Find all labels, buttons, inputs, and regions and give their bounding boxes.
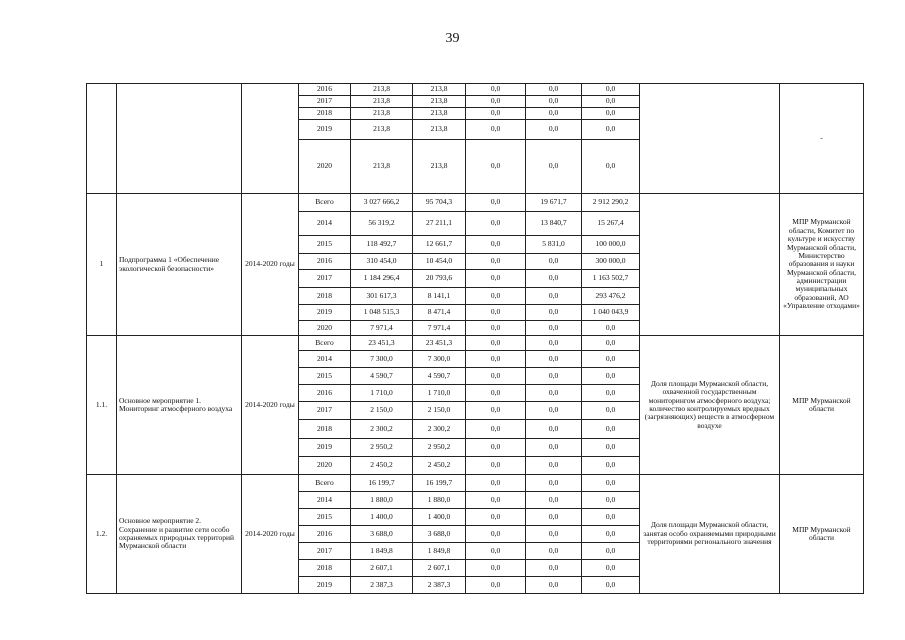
total-cell: 1 710,0 [351, 385, 413, 402]
col1-cell: 2 300,2 [413, 420, 466, 439]
col1-cell: 213,8 [413, 108, 466, 120]
section-title: Основное мероприятие 1. Мониторинг атмосферного воздуха [117, 336, 242, 475]
col1-cell: 27 211,1 [413, 212, 466, 236]
col1-cell: 20 793,6 [413, 270, 466, 288]
section-title: Основное мероприятие 2. Сохранение и развитие сети особо охраняемых природных территорий Мурманской области [117, 475, 242, 594]
total-cell: 1 048 515,3 [351, 305, 413, 321]
col4-cell: 0,0 [582, 108, 640, 120]
col1-cell: 1 710,0 [413, 385, 466, 402]
cont-period-cell [242, 84, 299, 194]
col4-cell: 0,0 [582, 526, 640, 543]
col2-cell: 0,0 [466, 509, 526, 526]
col1-cell: 7 300,0 [413, 351, 466, 368]
total-cell: 2 150,0 [351, 402, 413, 420]
year-cell: 2016 [299, 84, 351, 96]
total-cell: 301 617,3 [351, 288, 413, 305]
year-cell: 2014 [299, 212, 351, 236]
col2-cell: 0,0 [466, 321, 526, 336]
year-cell: 2018 [299, 560, 351, 577]
year-cell: 2017 [299, 270, 351, 288]
total-cell: 2 950,2 [351, 439, 413, 457]
col1-cell: 3 688,0 [413, 526, 466, 543]
col1-cell: 2 950,2 [413, 439, 466, 457]
col2-cell: 0,0 [466, 543, 526, 560]
col3-cell: 0,0 [526, 108, 582, 120]
col1-cell: 8 141,1 [413, 288, 466, 305]
year-cell: 2018 [299, 288, 351, 305]
col2-cell: 0,0 [466, 577, 526, 594]
total-cell: 1 880,0 [351, 492, 413, 509]
page-number: 39 [445, 31, 460, 46]
total-cell: 4 590,7 [351, 368, 413, 385]
col2-cell: 0,0 [466, 351, 526, 368]
col1-cell: 8 471,4 [413, 305, 466, 321]
section-number: 1.2. [87, 475, 117, 594]
col3-cell: 0,0 [526, 270, 582, 288]
year-cell: 2020 [299, 140, 351, 194]
total-cell: 16 199,7 [351, 475, 413, 492]
col1-cell: 7 971,4 [413, 321, 466, 336]
year-cell: 2018 [299, 420, 351, 439]
year-cell: 2019 [299, 120, 351, 140]
col2-cell: 0,0 [466, 457, 526, 475]
col4-cell: 0,0 [582, 577, 640, 594]
section-executor: МПР Мурманской области [780, 336, 864, 475]
year-cell: 2018 [299, 108, 351, 120]
year-cell: 2015 [299, 509, 351, 526]
col4-cell: 0,0 [582, 321, 640, 336]
total-cell: 213,8 [351, 96, 413, 108]
col1-cell: 2 150,0 [413, 402, 466, 420]
year-cell: Всего [299, 194, 351, 212]
col2-cell: 0,0 [466, 108, 526, 120]
col4-cell: 0,0 [582, 509, 640, 526]
col3-cell: 0,0 [526, 526, 582, 543]
total-cell: 23 451,3 [351, 336, 413, 351]
col1-cell: 23 451,3 [413, 336, 466, 351]
col2-cell: 0,0 [466, 305, 526, 321]
col4-cell: 0,0 [582, 368, 640, 385]
col2-cell: 0,0 [466, 288, 526, 305]
col3-cell: 0,0 [526, 457, 582, 475]
total-cell: 7 300,0 [351, 351, 413, 368]
total-cell: 1 184 296,4 [351, 270, 413, 288]
table-row [87, 336, 864, 351]
col1-cell: 95 704,3 [413, 194, 466, 212]
col3-cell: 0,0 [526, 96, 582, 108]
col1-cell: 2 450,2 [413, 457, 466, 475]
cont-indicator-cell [640, 84, 780, 194]
section-period: 2014-2020 годы [242, 336, 299, 475]
total-cell: 3 027 666,2 [351, 194, 413, 212]
col1-cell: 2 387,3 [413, 577, 466, 594]
col2-cell: 0,0 [466, 194, 526, 212]
total-cell: 7 971,4 [351, 321, 413, 336]
col2-cell: 0,0 [466, 254, 526, 270]
year-cell: 2020 [299, 321, 351, 336]
col4-cell: 0,0 [582, 439, 640, 457]
col1-cell: 12 661,7 [413, 236, 466, 254]
section-number: 1.1. [87, 336, 117, 475]
col2-cell: 0,0 [466, 120, 526, 140]
year-cell: 2016 [299, 526, 351, 543]
section-indicator: Доля площади Мурманской области, занятая особо охраняемыми природными территориями регионального значения [640, 475, 780, 594]
col2-cell: 0,0 [466, 385, 526, 402]
year-cell: Всего [299, 475, 351, 492]
total-cell: 1 400,0 [351, 509, 413, 526]
col4-cell: 15 267,4 [582, 212, 640, 236]
col2-cell: 0,0 [466, 420, 526, 439]
col1-cell: 213,8 [413, 120, 466, 140]
col2-cell: 0,0 [466, 236, 526, 254]
col2-cell: 0,0 [466, 560, 526, 577]
col3-cell: 0,0 [526, 288, 582, 305]
col3-cell: 0,0 [526, 336, 582, 351]
section-indicator [640, 194, 780, 336]
col2-cell: 0,0 [466, 212, 526, 236]
col4-cell: 0,0 [582, 385, 640, 402]
col1-cell: 16 199,7 [413, 475, 466, 492]
total-cell: 2 607,1 [351, 560, 413, 577]
col2-cell: 0,0 [466, 140, 526, 194]
col1-cell: 213,8 [413, 140, 466, 194]
col4-cell: 0,0 [582, 351, 640, 368]
col2-cell: 0,0 [466, 526, 526, 543]
col4-cell: 0,0 [582, 140, 640, 194]
section-executor: МПР Мурманской области [780, 475, 864, 594]
col3-cell: 0,0 [526, 475, 582, 492]
col1-cell: 213,8 [413, 96, 466, 108]
col3-cell: 0,0 [526, 305, 582, 321]
total-cell: 213,8 [351, 120, 413, 140]
year-cell: 2014 [299, 492, 351, 509]
col2-cell: 0,0 [466, 84, 526, 96]
col2-cell: 0,0 [466, 492, 526, 509]
total-cell: 213,8 [351, 108, 413, 120]
section-period: 2014-2020 годы [242, 475, 299, 594]
col1-cell: 10 454,0 [413, 254, 466, 270]
total-cell: 118 492,7 [351, 236, 413, 254]
col4-cell: 1 163 502,7 [582, 270, 640, 288]
table-row [87, 194, 864, 212]
cont-num-cell [87, 84, 117, 194]
col1-cell: 4 590,7 [413, 368, 466, 385]
section-executor: МПР Мурманской области, Комитет по культуре и искусству Мурманской области, Министерство образования и науки Мурманской области, администрации муниципальных образований, АО «Управление отходами» [780, 194, 864, 336]
col1-cell: 213,8 [413, 84, 466, 96]
year-cell: 2019 [299, 577, 351, 594]
col1-cell: 1 849,8 [413, 543, 466, 560]
col3-cell: 19 671,7 [526, 194, 582, 212]
col4-cell: 1 040 043,9 [582, 305, 640, 321]
total-cell: 213,8 [351, 140, 413, 194]
col3-cell: 5 831,0 [526, 236, 582, 254]
section-indicator: Доля площади Мурманской области, охваченной государственным мониторингом атмосферного воздуха; количество контролируемых вредных (загрязняющих) веществ в атмосферном воздухе [640, 336, 780, 475]
section-number: 1 [87, 194, 117, 336]
col2-cell: 0,0 [466, 336, 526, 351]
col1-cell: 1 400,0 [413, 509, 466, 526]
col3-cell: 0,0 [526, 492, 582, 509]
col4-cell: 0,0 [582, 457, 640, 475]
col4-cell: 293 476,2 [582, 288, 640, 305]
col4-cell: 0,0 [582, 560, 640, 577]
year-cell: 2017 [299, 96, 351, 108]
col3-cell: 0,0 [526, 254, 582, 270]
col2-cell: 0,0 [466, 439, 526, 457]
year-cell: 2019 [299, 305, 351, 321]
total-cell: 1 849,8 [351, 543, 413, 560]
col4-cell: 0,0 [582, 120, 640, 140]
year-cell: Всего [299, 336, 351, 351]
year-cell: 2019 [299, 439, 351, 457]
col3-cell: 0,0 [526, 140, 582, 194]
col3-cell: 0,0 [526, 368, 582, 385]
year-cell: 2016 [299, 254, 351, 270]
col4-cell: 0,0 [582, 420, 640, 439]
col2-cell: 0,0 [466, 270, 526, 288]
col4-cell: 0,0 [582, 402, 640, 420]
col3-cell: 0,0 [526, 543, 582, 560]
section-period: 2014-2020 годы [242, 194, 299, 336]
col2-cell: 0,0 [466, 96, 526, 108]
year-cell: 2017 [299, 543, 351, 560]
col3-cell: 0,0 [526, 351, 582, 368]
year-cell: 2016 [299, 385, 351, 402]
year-cell: 2015 [299, 368, 351, 385]
col3-cell: 13 840,7 [526, 212, 582, 236]
col3-cell: 0,0 [526, 420, 582, 439]
col3-cell: 0,0 [526, 120, 582, 140]
col3-cell: 0,0 [526, 402, 582, 420]
col4-cell: 0,0 [582, 492, 640, 509]
col3-cell: 0,0 [526, 321, 582, 336]
col2-cell: 0,0 [466, 368, 526, 385]
col4-cell: 2 912 290,2 [582, 194, 640, 212]
total-cell: 213,8 [351, 84, 413, 96]
table-row [87, 475, 864, 492]
col2-cell: 0,0 [466, 402, 526, 420]
col3-cell: 0,0 [526, 509, 582, 526]
year-cell: 2015 [299, 236, 351, 254]
col3-cell: 0,0 [526, 84, 582, 96]
table-row [87, 84, 864, 96]
year-cell: 2020 [299, 457, 351, 475]
year-cell: 2017 [299, 402, 351, 420]
col4-cell: 0,0 [582, 84, 640, 96]
col4-cell: 0,0 [582, 543, 640, 560]
col3-cell: 0,0 [526, 439, 582, 457]
total-cell: 2 450,2 [351, 457, 413, 475]
total-cell: 56 319,2 [351, 212, 413, 236]
col4-cell: 300 000,0 [582, 254, 640, 270]
program-funding-table [86, 83, 864, 594]
col4-cell: 0,0 [582, 336, 640, 351]
cont-executor-cell: - [780, 84, 864, 194]
section-title: Подпрограмма 1 «Обеспечение экологической безопасности» [117, 194, 242, 336]
total-cell: 2 387,3 [351, 577, 413, 594]
col4-cell: 0,0 [582, 475, 640, 492]
col3-cell: 0,0 [526, 385, 582, 402]
col4-cell: 100 000,0 [582, 236, 640, 254]
col3-cell: 0,0 [526, 577, 582, 594]
col2-cell: 0,0 [466, 475, 526, 492]
total-cell: 310 454,0 [351, 254, 413, 270]
col3-cell: 0,0 [526, 560, 582, 577]
year-cell: 2014 [299, 351, 351, 368]
col1-cell: 1 880,0 [413, 492, 466, 509]
total-cell: 3 688,0 [351, 526, 413, 543]
col1-cell: 2 607,1 [413, 560, 466, 577]
col4-cell: 0,0 [582, 96, 640, 108]
total-cell: 2 300,2 [351, 420, 413, 439]
cont-name-cell [117, 84, 242, 194]
